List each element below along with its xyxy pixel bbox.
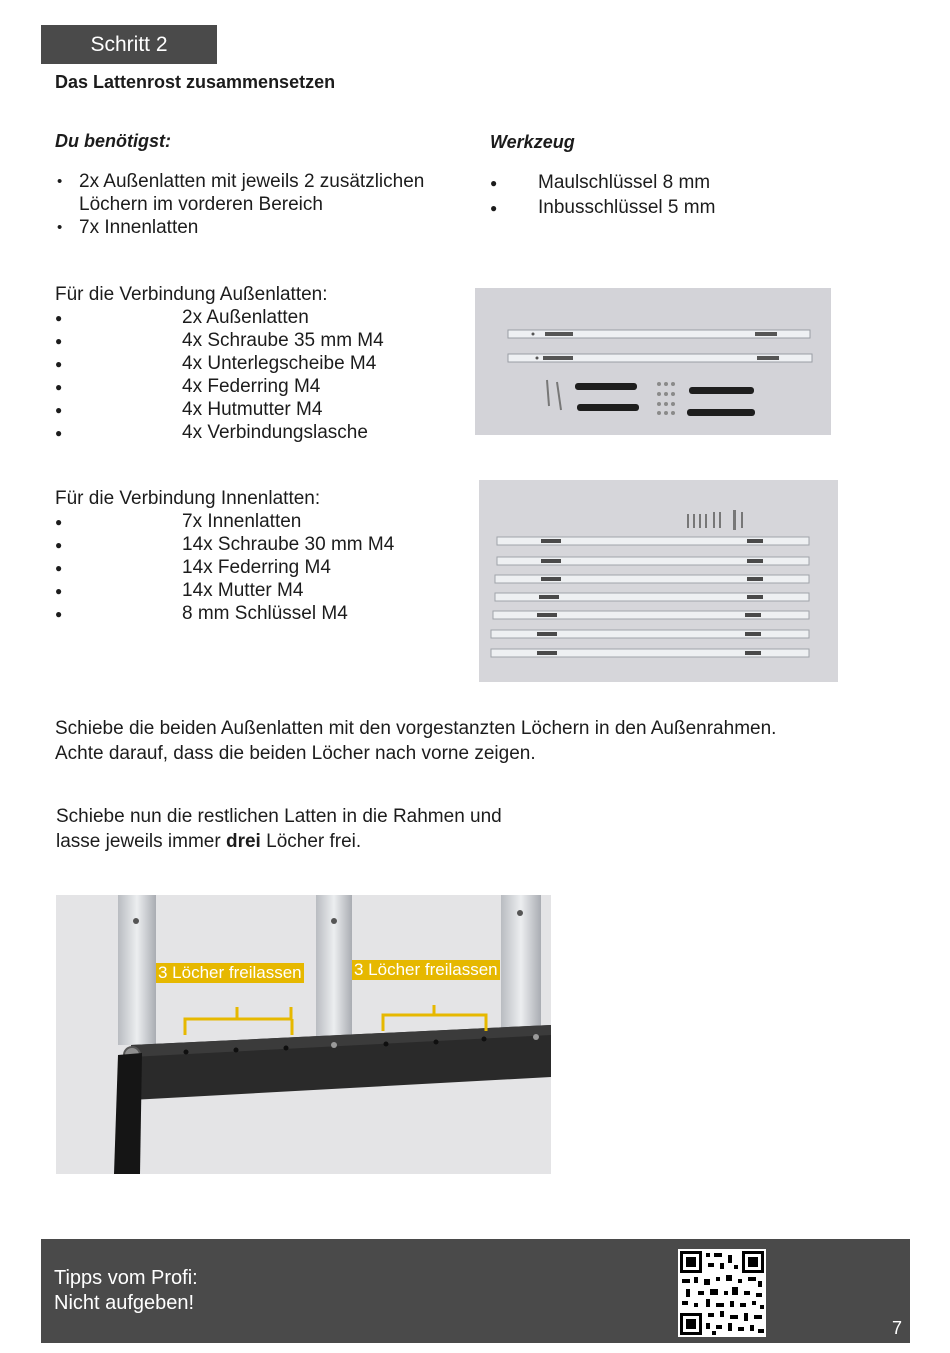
list-item: ● 7x Innenlatten <box>55 510 455 533</box>
list-item: ● 4x Unterlegscheibe M4 <box>55 352 455 375</box>
step-label: Schritt 2 <box>90 32 168 56</box>
instruction-line <box>56 829 556 854</box>
outer-connection-list <box>55 306 455 444</box>
inner-parts-photo <box>479 480 838 682</box>
needs-heading: Du benötigst: <box>55 131 171 151</box>
photo-label-right: 3 Löcher freilassen <box>354 960 498 979</box>
list-item: • 2x Außenlatten mit jeweils 2 zusätzlichen Löchern im vorderen Bereich <box>55 170 455 216</box>
inner-connection-list <box>55 510 455 625</box>
page-title: Das Lattenrost zusammensetzen <box>55 72 336 92</box>
instruction-paragraph-2 <box>56 804 556 854</box>
instruction-paragraph-1 <box>55 716 915 766</box>
list-item: ● 4x Schraube 35 mm M4 <box>55 329 455 352</box>
instruction-line: Achte darauf, dass die beiden Löcher nach vorne zeigen. <box>55 743 536 764</box>
list-item: ● 4x Federring M4 <box>55 375 455 398</box>
list-item: ● 4x Verbindungslasche <box>55 421 455 444</box>
frame-assembly-photo <box>56 895 551 1174</box>
needs-list <box>55 170 455 239</box>
qr-code-graphic <box>678 1249 766 1337</box>
outer-parts-photo <box>475 288 831 435</box>
list-item: ● Inbusschlüssel 5 mm <box>490 195 820 220</box>
list-item: ● 2x Außenlatten <box>55 306 455 329</box>
list-item: ● Maulschlüssel 8 mm <box>490 170 820 195</box>
instruction-text: lasse jeweils immer <box>56 831 226 852</box>
step-badge <box>41 25 217 64</box>
list-item: • 7x Innenlatten <box>55 216 455 239</box>
tools-heading: Werkzeug <box>490 132 575 152</box>
instruction-line: Schiebe nun die restlichen Latten in die Rahmen und <box>56 806 502 827</box>
instruction-line: Schiebe die beiden Außenlatten mit den vorgestanzten Löchern in den Außenrahmen. <box>55 718 777 739</box>
outer-parts-illustration <box>475 288 831 435</box>
tools-list <box>490 170 820 220</box>
photo-label-left: 3 Löcher freilassen <box>158 963 302 982</box>
emphasis-text: drei <box>225 831 261 852</box>
outer-connection-heading: Für die Verbindung Außenlatten: <box>55 284 328 305</box>
page-number: 7 <box>891 1318 902 1338</box>
list-item: ● 8 mm Schlüssel M4 <box>55 602 455 625</box>
list-item: ● 14x Federring M4 <box>55 556 455 579</box>
qr-code-icon[interactable] <box>678 1249 766 1337</box>
list-item: ● 4x Hutmutter M4 <box>55 398 455 421</box>
instruction-text: Löcher frei. <box>260 831 362 852</box>
list-item: ● 14x Mutter M4 <box>55 579 455 602</box>
footer-tip-text: Nicht aufgeben! <box>54 1292 195 1314</box>
list-item: ● 14x Schraube 30 mm M4 <box>55 533 455 556</box>
inner-connection-heading: Für die Verbindung Innenlatten: <box>55 488 321 509</box>
inner-parts-illustration <box>479 480 838 682</box>
frame-assembly-illustration <box>56 895 551 1174</box>
footer-tips-banner <box>41 1239 910 1343</box>
footer-tip-title: Tipps vom Profi: <box>54 1267 198 1289</box>
